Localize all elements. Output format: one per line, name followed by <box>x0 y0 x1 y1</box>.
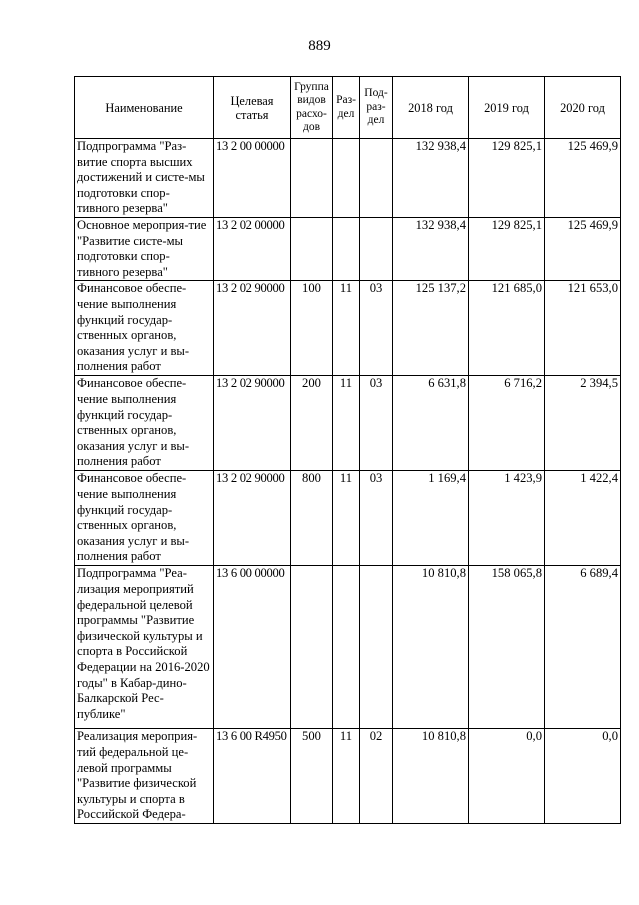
cell-subsection <box>360 566 393 729</box>
header-2019: 2019 год <box>469 77 545 139</box>
cell-section <box>333 218 360 281</box>
cell-name: Подпрограмма "Реа-лизация мероприятий федеральной целевой программы "Развитие физической культуры и спорта в Российской Федерации на 2016-2020 годы" в Кабар-дино-Балкарской Рес-публике" <box>75 566 214 729</box>
cell-2018: 1 169,4 <box>393 471 469 566</box>
cell-2019: 0,0 <box>469 729 545 824</box>
cell-2020: 0,0 <box>545 729 621 824</box>
cell-target: 13 2 00 00000 <box>214 139 291 218</box>
cell-subsection <box>360 218 393 281</box>
header-row <box>75 77 621 139</box>
cell-subsection: 02 <box>360 729 393 824</box>
cell-2019: 1 423,9 <box>469 471 545 566</box>
cell-section: 11 <box>333 376 360 471</box>
header-group: Группа видов расхо-дов <box>291 77 333 139</box>
cell-group: 200 <box>291 376 333 471</box>
cell-target: 13 2 02 00000 <box>214 218 291 281</box>
cell-2018: 125 137,2 <box>393 281 469 376</box>
table-row <box>75 729 621 824</box>
cell-2019: 129 825,1 <box>469 218 545 281</box>
table-row <box>75 566 621 729</box>
cell-group <box>291 566 333 729</box>
budget-table <box>74 76 621 824</box>
cell-2020: 125 469,9 <box>545 218 621 281</box>
cell-group: 100 <box>291 281 333 376</box>
table-row <box>75 281 621 376</box>
cell-2020: 2 394,5 <box>545 376 621 471</box>
cell-2020: 121 653,0 <box>545 281 621 376</box>
cell-2019: 121 685,0 <box>469 281 545 376</box>
cell-target: 13 6 00 00000 <box>214 566 291 729</box>
cell-subsection <box>360 139 393 218</box>
cell-name: Финансовое обеспе-чение выполнения функций государ-ственных органов, оказания услуг и вы-полнения работ <box>75 471 214 566</box>
cell-target: 13 2 02 90000 <box>214 281 291 376</box>
cell-2020: 6 689,4 <box>545 566 621 729</box>
table-row <box>75 218 621 281</box>
cell-name: Основное мероприя-тие "Развитие систе-мы подготовки спор-тивного резерва" <box>75 218 214 281</box>
header-subsection: Под-раз-дел <box>360 77 393 139</box>
table-row <box>75 139 621 218</box>
cell-section <box>333 139 360 218</box>
cell-section: 11 <box>333 471 360 566</box>
cell-group: 800 <box>291 471 333 566</box>
header-2020: 2020 год <box>545 77 621 139</box>
cell-target: 13 6 00 R4950 <box>214 729 291 824</box>
page-number: 889 <box>308 38 331 54</box>
cell-name: Реализация мероприя-тий федеральной це-левой программы "Развитие физической культуры и спорта в Российской Федера- <box>75 729 214 824</box>
cell-2018: 6 631,8 <box>393 376 469 471</box>
table-row <box>75 376 621 471</box>
cell-2018: 132 938,4 <box>393 139 469 218</box>
header-name: Наименование <box>75 77 214 139</box>
header-target: Целевая статья <box>214 77 291 139</box>
cell-group: 500 <box>291 729 333 824</box>
cell-group <box>291 139 333 218</box>
cell-name: Подпрограмма "Раз-витие спорта высших достижений и систе-мы подготовки спор-тивного резерва" <box>75 139 214 218</box>
cell-subsection: 03 <box>360 471 393 566</box>
header-section: Раз-дел <box>333 77 360 139</box>
cell-2020: 125 469,9 <box>545 139 621 218</box>
cell-2019: 6 716,2 <box>469 376 545 471</box>
table-row <box>75 471 621 566</box>
cell-2018: 10 810,8 <box>393 566 469 729</box>
cell-section <box>333 566 360 729</box>
cell-subsection: 03 <box>360 376 393 471</box>
header-2018: 2018 год <box>393 77 469 139</box>
cell-2018: 132 938,4 <box>393 218 469 281</box>
cell-2020: 1 422,4 <box>545 471 621 566</box>
cell-name: Финансовое обеспе-чение выполнения функций государ-ственных органов, оказания услуг и вы-полнения работ <box>75 376 214 471</box>
cell-2019: 158 065,8 <box>469 566 545 729</box>
cell-section: 11 <box>333 729 360 824</box>
cell-2018: 10 810,8 <box>393 729 469 824</box>
cell-group <box>291 218 333 281</box>
cell-section: 11 <box>333 281 360 376</box>
cell-subsection: 03 <box>360 281 393 376</box>
cell-2019: 129 825,1 <box>469 139 545 218</box>
cell-target: 13 2 02 90000 <box>214 376 291 471</box>
cell-target: 13 2 02 90000 <box>214 471 291 566</box>
cell-name: Финансовое обеспе-чение выполнения функций государ-ственных органов, оказания услуг и вы-полнения работ <box>75 281 214 376</box>
